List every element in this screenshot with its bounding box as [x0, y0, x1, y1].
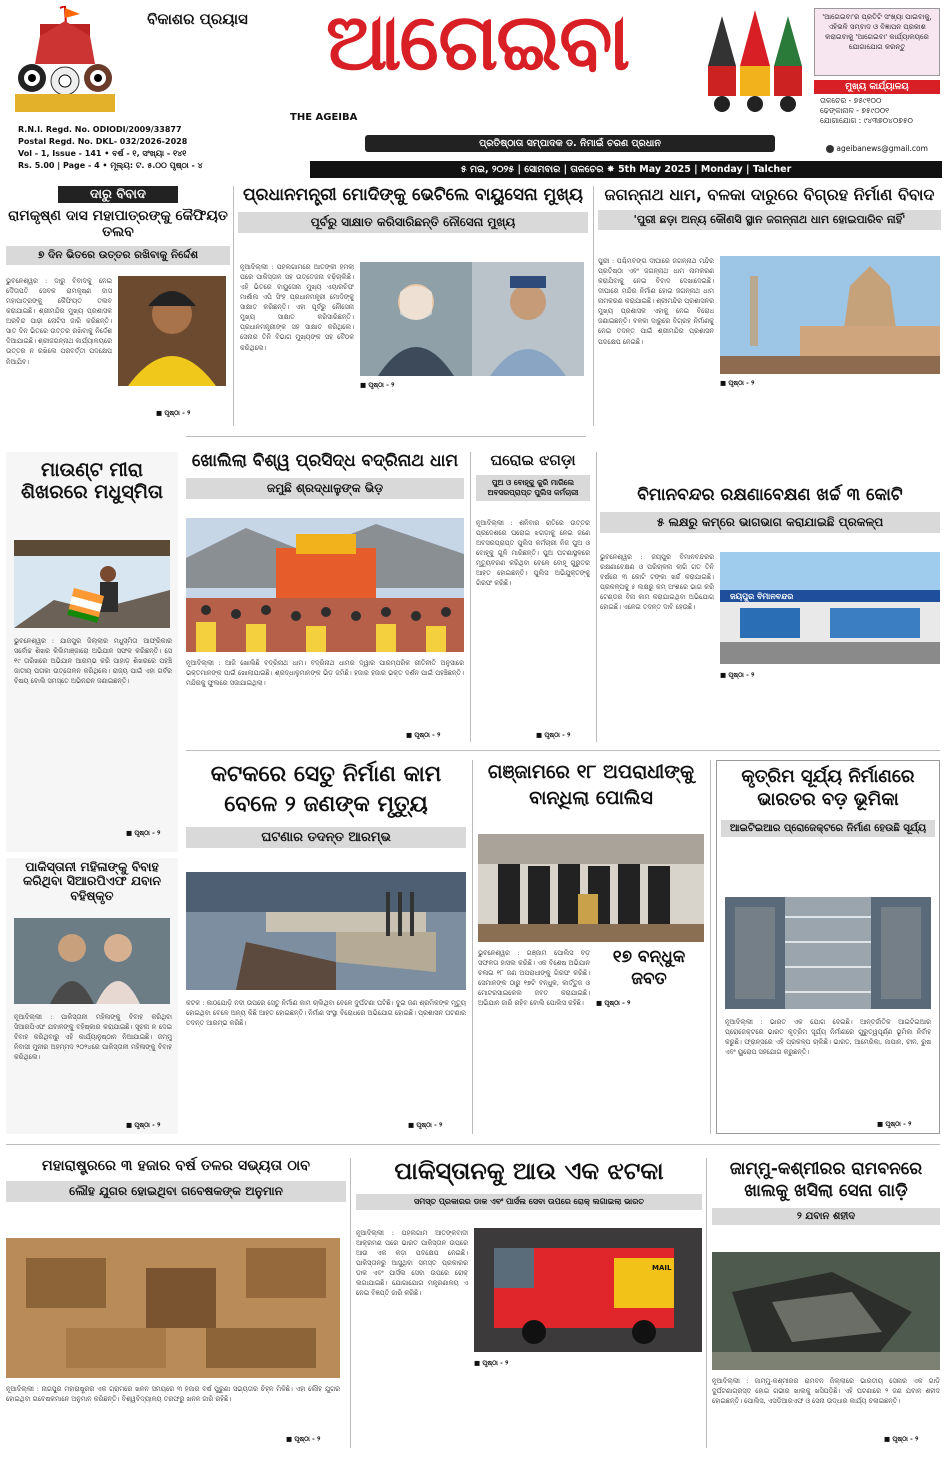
headline: କୃତ୍ରିମ ସୂର୍ଯ୍ୟ ନିର୍ମାଣରେ ଭାରତର ବଡ଼ ଭୂମିକା [741, 766, 915, 811]
subheadline: ସମସ୍ତ ପ୍ରକାରର ଡାକ ଏବଂ ପାର୍ସଲ ସେବା ଉପରେ ରୋକ୍ ଲଗାଇଲା ଭାରତ [356, 1194, 702, 1210]
article-jagannath-dham [598, 186, 941, 426]
article-artificial-sun [716, 760, 940, 1134]
article-body: ଭୁବନେଶ୍ୱର : ଦାରୁ ବିବାଦକୁ ନେଇ ଦୈତାପତି ସେବକ ରାମକୃଷ୍ଣ ଦାସ ମହାପାତ୍ରଙ୍କୁ କୈଫିୟତ ତଲବ କରାଯାଇଛି। ଶ୍ରୀମନ୍ଦିର ମୁଖ୍ୟ ପ୍ରଶାସକ ଅରବିନ୍ଦ ପାଢ଼ୀ ନୋଟିସ ଜାରି କରିଛନ୍ତି। ସାତ ଦିନ ଭିତରେ ଉତ୍ତର ରଖିବାକୁ ନିର୍ଦ୍ଦେଶ ଦିଆଯାଇଛି। ଶ୍ରୀଜଗନ୍ନାଥ କାର୍ଯ୍ୟାଳୟରେ ଉତ୍ତର ନ ରଖିଲେ ପରବର୍ତ୍ତୀ ପଦକ୍ଷେପ ନିଆଯିବ। [6, 277, 112, 366]
photo-badrinath-crowd [186, 518, 464, 652]
article-continued: ■ ପୃଷ୍ଠା - ୨ [596, 999, 631, 1007]
row-rule [6, 1144, 940, 1145]
article-body-right [720, 378, 940, 424]
dateline-bar [310, 161, 942, 178]
photo-jaypore-airport [720, 552, 940, 664]
article-body: ନୂଆଦିଲ୍ଲୀ : ଆଜି ଖୋଲିଛି ବଦ୍ରିନାଥ ଧାମ। ବଦ୍ରିନାଥ ଧାମର ଦ୍ୱାର ପାରମ୍ପରିକ ରୀତିନୀତି ଅନୁସାରେ ଭକ୍ତମାନଙ୍କ ପାଇଁ ଖୋଲାଯାଇଛି। ଶ୍ରଦ୍ଧାଳୁମାନଙ୍କ ଭିଡ଼ ଜମିଛି। ହଜାର ହଜାର ଭକ୍ତ ଦର୍ଶନ ପାଇଁ ପହଞ୍ଚିଛନ୍ତି। ମନ୍ଦିରକୁ ଫୁଲରେ ସଜାଯାଇଥିଲା। [186, 659, 464, 688]
headline: ପ୍ରଧାନମନ୍ତ୍ରୀ ମୋଦିଙ୍କୁ ଭେଟିଲେ ବାୟୁସେନା ମୁଖ୍ୟ [242, 185, 584, 205]
article-airport-maintenance [600, 486, 940, 742]
column-rule [470, 452, 471, 742]
chariots-illustration [700, 6, 810, 116]
article-ganjam-police [478, 760, 704, 1134]
headline: ପାକିସ୍ତାନୀ ମହିଳାଙ୍କୁ ବିବାହ କରିଥିବା ସିଆରପିଏଫ ଯବାନ ବହିଷ୍କୃତ [22, 859, 162, 903]
office-line: ଢେଙ୍କାନାଳ - ୭୫୯୦୦୧ [820, 106, 890, 116]
photo-modi-airforce [360, 262, 584, 376]
article-ramban-army-vehicle [712, 1158, 940, 1448]
article-body: ନୂଆଦିଲ୍ଲୀ : ପାକିସ୍ତାନୀ ମହିଳାଙ୍କୁ ବିବାହ କରିଥିବା ସିଆରପିଏଫ ଯବାନଙ୍କୁ ବହିଷ୍କାର କରାଯାଇଛି। ସୂଚନା ନ ଦେଇ ବିବାହ କରିଥିବାରୁ ଏହି କାର୍ଯ୍ୟାନୁଷ୍ଠାନ ନିଆଯାଇଛି। ଜମ୍ମୁ ନିବାସୀ ମୁନୀର ଅହମ୍ମଦ ୨୦୨୪ରେ ପାକିସ୍ତାନୀ ମହିଳାଙ୍କୁ ବିବାହ କରିଥିଲେ। [14, 1013, 172, 1062]
article-crpf-jawan [6, 858, 178, 1134]
dateline: ୫ ମଇ, ୨୦୨୫ | ସୋମବାର | ତାଳଚେର ✸ 5th May 2025 | Monday | Talcher [460, 164, 792, 175]
price-line: Rs. 5.00 | Page - 4 • ମୂଲ୍ୟ: ଟ. ୫.୦୦ ପୃଷ୍ଠା - ୪ [18, 161, 203, 170]
postal-number: Postal Regd. No. DKL- 032/2026-2028 [18, 137, 188, 146]
headline: ଖୋଲିଲା ବିଶ୍ୱ ପ୍ରସିଦ୍ଧ ବଦ୍ରିନାଥ ଧାମ [191, 451, 459, 471]
article-mount-meera [6, 452, 178, 852]
issue-line: Vol - 1, Issue - 141 • ବର୍ଷ - ୧, ସଂଖ୍ୟା - ୧୪୧ [18, 149, 187, 158]
registration-block [18, 124, 298, 172]
article-continued: ■ ପୃଷ୍ଠା - ୨ [286, 1435, 321, 1443]
email-address: ageibanews@gmail.com [836, 144, 928, 153]
office-line: ଯୋଗାଯୋଗ : ୯୪୩୭୦୪୦୭୫୦ [820, 116, 913, 126]
photo-mail-van [474, 1228, 702, 1352]
article-body-right [360, 380, 584, 424]
photo-madhusmita [14, 540, 170, 628]
article-continued: ■ ପୃଷ୍ଠା - ୨ [474, 1359, 509, 1367]
photo-digha-temple [720, 256, 940, 374]
column-rule [593, 186, 594, 426]
article-badrinath [186, 452, 464, 742]
subheadline: ୨ ଯବାନ ଶହୀଦ [712, 1208, 940, 1225]
office-label: ମୁଖ୍ୟ କାର୍ଯ୍ୟାଳୟ [814, 80, 940, 94]
column-rule [350, 1158, 351, 1448]
subheadline: ପୂର୍ବରୁ ସାକ୍ଷାତ କରିସାରିଛନ୍ତି ନୌସେନା ମୁଖ୍ୟ [238, 212, 588, 233]
subheadline: ଲୌହ ଯୁଗର ହୋଇଥିବା ଗବେଷକଙ୍କ ଅନୁମାନ [6, 1181, 346, 1202]
column-rule [233, 186, 234, 426]
article-continued: ■ ପୃଷ୍ଠା - ୨ [884, 1435, 919, 1443]
office-lines [820, 96, 940, 126]
headline: ମହାରାଷ୍ଟ୍ରରେ ୩ ହଜାର ବର୍ଷ ତଳର ସଭ୍ୟତା ଠାବ [41, 1158, 311, 1174]
article-body: ନୂଆଦିଲ୍ଲୀ : ପହଲଗାମରେ ଆତଙ୍କୀ ହମଲା ପରେ ପାକିସ୍ତାନ ସହ ଉତ୍ତେଜନା ବଢ଼ିଚାଲିଛି। ଏହି ଭିତରେ ବାୟୁସେନା ମୁଖ୍ୟ ଏୟାରଚିଫ ମାର୍ଶାଲ ଏପି ସିଂହ ପ୍ରଧାନମନ୍ତ୍ରୀ ମୋଦିଙ୍କୁ ସାକ୍ଷାତ କରିଛନ୍ତି। ଏହା ପୂର୍ବରୁ ନୌସେନା ମୁଖ୍ୟ ସାକ୍ଷାତ କରିସାରିଛନ୍ତି। ପ୍ରଧାନମନ୍ତ୍ରୀଙ୍କ ସହ ସାକ୍ଷାତ କରିଥିଲେ। ସେନାର ତିନି ବିଭାଗ ମୁଖ୍ୟଙ୍କ ସହ ବୈଠକ କରିଥିଲେ। [240, 263, 354, 352]
article-continued: ■ ପୃଷ୍ଠା - ୨ [408, 1121, 443, 1129]
headline: ଗଞ୍ଜାମରେ ୧୮ ଅପରାଧୀଙ୍କୁ ବାନ୍ଧିଲା ପୋଲିସ [487, 761, 695, 809]
article-continued: ■ ପୃଷ୍ଠା - ୨ [720, 379, 755, 387]
column-rule [472, 760, 473, 1134]
headline: ମାଉଣ୍ଟ ମୀରା ଶିଖରରେ ମଧୁସ୍ମିତା [20, 459, 164, 503]
email-line [826, 144, 941, 153]
email-icon [826, 145, 834, 153]
article-dharu-dispute [6, 186, 230, 426]
mail-van-label: MAIL [652, 1264, 672, 1272]
headline: ପାକିସ୍ତାନକୁ ଆଉ ଏକ ଝଟକା [394, 1157, 664, 1185]
headline: ଜଗନ୍ନାଥ ଧାମ, ବଳକା ଦାରୁରେ ବିଗ୍ରହ ନିର୍ମାଣ ବିବାଦ [604, 185, 935, 204]
masthead-tagline: ବିକାଶର ପ୍ରୟାସ [147, 10, 248, 28]
article-continued: ■ ପୃଷ୍ଠା - ୨ [156, 409, 191, 417]
article-continued: ■ ପୃଷ୍ଠା - ୨ [720, 671, 755, 679]
article-body: ନୂଆଦିଲ୍ଲୀ : ନାଗପୁର ମହାରାଷ୍ଟ୍ରର ଏକ ଗ୍ରାମରେ ଖନନ ସମୟରେ ୩ ହଜାର ବର୍ଷ ପୁରୁଣା ସଭ୍ୟତାର ଚିହ୍ନ ମିଳିଛି। ଏହା ଲୌହ ଯୁଗର ହୋଇଥିବା ଗବେଷକମାନେ ଅନୁମାନ କରିଛନ୍ତି। ବିଶ୍ୱବିଦ୍ୟାଳୟ ତରଫରୁ ଖନନ ଜାରି ରହିଛି। [6, 1385, 340, 1404]
article-continued: ■ ପୃଷ୍ଠା - ୨ [126, 829, 161, 837]
headline: ଜାମ୍ମୁ-କଶ୍ମୀରର ରାମବନରେ ଖାଲକୁ ଖସିଲା ସେନା ଗାଡ଼ି [729, 1159, 923, 1202]
photo-army-vehicle-wreck [712, 1252, 940, 1370]
subheadline: ପୁଅ ଓ ବୋହୂକୁ କୁରି ମାରିଲେ ଅବସରପ୍ରାପ୍ତ ପୁଲିସ କର୍ମଚାରୀ [476, 475, 590, 501]
photo-iter-reactor [725, 897, 931, 1009]
subheadline: ୧୭ ବନ୍ଧୁକ ଜବତ [612, 947, 686, 990]
headline: ବିମାନବନ୍ଦର ରକ୍ଷଣାବେକ୍ଷଣ ଖର୍ଚ୍ଚ ୩ କୋଟି [637, 485, 903, 505]
article-body: ନୂଆଦିଲ୍ଲୀ : ଭାରତ ଏକ ଯୋଗ ଦେଇଛି। ଆନ୍ତର୍ଜାତିକ ଆଇଟିଇଆର ପ୍ରୋଜେକ୍ଟରେ ଭାରତ କୃତ୍ରିମ ସୂର୍ଯ୍ୟ ନିର୍ମାଣରେ ଗୁରୁତ୍ୱପୂର୍ଣ୍ଣ ଭୂମିକା ନିର୍ବାହ କରୁଛି। ଫ୍ରାନ୍ସରେ ଏହି ପ୍ରକଳ୍ପ ଚାଲିଛି। ଭାରତ, ଆମେରିକା, ଜାପାନ, ଚୀନ, ରୁଷ ଏବଂ ୟୁରୋପ ସହଯୋଗ କରୁଛନ୍ତି। [725, 1018, 931, 1057]
article-body: ଭୁବନେଶ୍ୱର : ଯାଜପୁର ଜିଲ୍ଲାର ମଧୁସ୍ମିତା ଆଫ୍ରିକାର ସର୍ବୋଚ୍ଚ ଶିଖର କିଲିମାଞ୍ଜାରୋ ଅଭିଯାନ ସଫଳ କରିଛନ୍ତି। ସେ ୧୯ ତାରିଖରେ ଅଭିଯାନ ଆରମ୍ଭ କରି ପାହାଡ଼ ଶିଖରରେ ପହଞ୍ଚି ଜାତୀୟ ପତାକା ଉତ୍ତୋଳନ କରିଥିଲେ। ରାଜ୍ୟ ପାଇଁ ଏହା ଗର୍ବର ବିଷୟ ବୋଲି ସମସ୍ତେ ଅଭିନନ୍ଦନ ଜଣାଇଛନ୍ତି। [14, 637, 172, 686]
article-continued: ■ ପୃଷ୍ଠା - ୨ [536, 731, 571, 739]
article-body: ପୁରୀ : ପଶ୍ଚିମବଙ୍ଗ ଦୀଘାରେ ଜଗନ୍ନାଥ ମନ୍ଦିର ପ୍ରତିଷ୍ଠା ଏବଂ ଜଗନ୍ନାଥ ଧାମ ନାମକରଣ କରାଯିବାକୁ ନେଇ ବିବାଦ ଦେଖାଦେଇଛି। ଦୀଘାରେ ମନ୍ଦିର ନିର୍ମାଣ ହୋଇ ଜଗନ୍ନାଥ ଧାମ ନାମକରଣ କରାଯାଇଛି। ଶ୍ରୀମନ୍ଦିର ପ୍ରଶାସନର ମୁଖ୍ୟ ପ୍ରଶାସକ ଏହାକୁ ନେଇ ବିରୋଧ ଜଣାଇଛନ୍ତି। ବଳକା ଦାରୁରେ ବିଗ୍ରହ ନିର୍ମାଣକୁ ନେଇ ତଦନ୍ତ ପାଇଁ ଶ୍ରୀମନ୍ଦିର ପ୍ରଶାସନ ପଦକ୍ଷେପ ନେଇଛି। [598, 257, 714, 346]
article-airforce-chief [238, 186, 588, 426]
article-body: ନୂଆଦିଲ୍ଲୀ : ଜାମ୍ମୁ-କଶ୍ମୀରର ରାମବନ ଜିଲ୍ଲାରେ ଭାରତୀୟ ସେନାର ଏକ ଗାଡ଼ି ଦୁର୍ଘଟଣାଗ୍ରସ୍ତ ହୋଇ ଗଭୀର ଖାଲକୁ ଖସିପଡ଼ିଛି। ଏହି ଘଟଣାରେ ୨ ଜଣ ଯବାନ ଶହୀଦ ହୋଇଛନ୍ତି। ପୋଲିସ, ଏସଡିଆରଏଫ ଓ ସେନା ଉଦ୍ଧାର କାର୍ଯ୍ୟ ଚଳାଇଛନ୍ତି। [712, 1377, 940, 1406]
article-maharashtra-civilization [6, 1158, 346, 1448]
article-domestic-quarrel [476, 452, 590, 742]
subheadline: ଜମୁଛି ଶ୍ରଦ୍ଧାଳୁଙ୍କ ଭିଡ଼ [186, 478, 464, 499]
masthead-subtitle: THE AGEIBA [290, 112, 358, 123]
promo-box [814, 8, 940, 76]
headline: କଟକରେ ସେତୁ ନିର୍ମାଣ କାମ ବେଳେ ୨ ଜଣଙ୍କ ମୃତ୍ୟୁ [210, 762, 442, 817]
article-body: ନୂଆଦିଲ୍ଲୀ : ଶନିବାର ରାତିରେ ଉତ୍ତର ପ୍ରଦେଶରେ ଘରୋଇ ଝଗଡ଼ାକୁ ନେଇ ଜଣେ ଅବସରପ୍ରାପ୍ତ ପୁଲିସ କର୍ମଚାରୀ ନିଜ ପୁଅ ଓ ବୋହୂକୁ ଗୁଳି ମାରିଛନ୍ତି। ପୁଅ ଘଟଣାସ୍ଥଳରେ ମୃତ୍ୟୁବରଣ କରିଥିବା ବେଳେ ବୋହୂ ଗୁରୁତର ଆହତ ହୋଇଛନ୍ତି। ପୁଲିସ ଅଭିଯୁକ୍ତଙ୍କୁ ଗିରଫ କରିଛି। [476, 519, 590, 588]
headline: ଘରୋଇ ଝଗଡ଼ା [490, 451, 576, 469]
article-body-right [474, 1358, 702, 1444]
promo-text: 'ଆଗେଇବା'ର ପ୍ରତିଟି ସଂଖ୍ୟା ପାଇବାକୁ, ଏହିଭଳି ସମ୍ବାଦ ଓ ବିଜ୍ଞାପନ ପ୍ରକାଶ କରାଇବାକୁ 'ଆଗେଇବା' କାର୍ଯ୍ୟାଳୟରେ ଯୋଗାଯୋଗ କରନ୍ତୁ [822, 13, 932, 52]
photo-crpf-couple [14, 918, 170, 1004]
column-rule [706, 1158, 707, 1448]
row-rule [186, 436, 586, 437]
article-pakistan-postal [356, 1158, 702, 1448]
column-rule [596, 452, 597, 742]
article-cuttack-bridge [186, 760, 466, 1134]
headline: ରାମକୃଷ୍ଣ ଦାସ ମହାପାତ୍ରଙ୍କୁ କୈଫିୟତ ତଲବ [8, 208, 228, 241]
photo-excavation [6, 1238, 340, 1378]
article-body: କଟକ : କାଠଯୋଡ଼ି ନଦୀ ଉପରେ ସେତୁ ନିର୍ମାଣ କାମ ଚାଲିଥିବା ବେଳେ ଦୁର୍ଘଟଣା ଘଟିଛି। ଦୁଇ ଜଣ ଶ୍ରମିକଙ୍କ ମୃତ୍ୟୁ ହୋଇଥିବା ବେଳେ ଅନ୍ୟ କିଛି ଆହତ ହୋଇଛନ୍ତି। ନିର୍ମାଣ ସଂସ୍ଥା ବିରୋଧରେ ଅଭିଯୋଗ ହୋଇଛି। ପ୍ରଶାସନ ଘଟଣାର ତଦନ୍ତ ଆରମ୍ଭ କରିଛି। [186, 999, 466, 1028]
jagannath-left-illustration [10, 6, 120, 116]
subheadline: ଘଟଣାର ତଦନ୍ତ ଆରମ୍ଭ [186, 827, 466, 848]
subheadline: ଆଇଟିଇଆର ପ୍ରୋଜେକ୍ଟରେ ନିର୍ମାଣ ହେଉଛି ସୂର୍ଯ୍ୟ [721, 820, 935, 837]
subheadline: ୫ ଲକ୍ଷରୁ କମ୍‌ରେ ଭାଗଭାଗ କରାଯାଇଛି ପ୍ରକଳ୍ପ [600, 512, 940, 533]
photo-ganjam-arrest [478, 834, 704, 942]
column-rule [710, 760, 711, 1134]
photo-bridge-collapse [186, 872, 466, 990]
masthead [0, 0, 945, 178]
kicker: ଦାରୁ ବିବାଦ [58, 186, 178, 203]
article-continued: ■ ପୃଷ୍ଠା - ୨ [360, 381, 395, 389]
article-body: ଭୁବନେଶ୍ୱର : ଗଞ୍ଜାମ ପୋଲିସ ବଡ଼ ସଫଳତା ହାସଲ କରିଛି। ଏକ ବିଶେଷ ଅଭିଯାନ ଚଳାଇ ୧୮ ଜଣ ଅପରାଧୀଙ୍କୁ ଗିରଫ କରିଛି। ସେମାନଙ୍କ ଠାରୁ ୧୭ଟି ବନ୍ଧୁକ, କାର୍ତ୍ତୁଜ ଓ ମୋଟରସାଇକେଲ ଜବତ କରାଯାଇଛି। ଅଭିଯାନ ଜାରି ରହିବ ବୋଲି ପୋଲିସ କହିଛି। [478, 949, 590, 1008]
article-body: ଭୁବନେଶ୍ୱର : ଜୟପୁର ବିମାନବନ୍ଦରର ରକ୍ଷଣାବେକ୍ଷଣ ଓ ପରିଚାଳନା ଲାଗି ଗତ ତିନି ବର୍ଷରେ ୩ କୋଟି ଟଙ୍କା ଖର୍ଚ୍ଚ କରାଯାଇଛି। ପ୍ରକଳ୍ପକୁ ୫ ଲକ୍ଷରୁ କମ୍ ଅଂଶରେ ଭାଗ କରି ଟେଣ୍ଡର ବିନା କାମ କରାଯାଇଥିବା ଅଭିଯୋଗ ହୋଇଛି। ଏନେଇ ତଦନ୍ତ ଦାବି ହେଉଛି। [600, 553, 714, 612]
article-continued: ■ ପୃଷ୍ଠା - ୨ [877, 1120, 912, 1128]
subheadline: 'ପୁରୀ ଛଡ଼ା ଅନ୍ୟ କୌଣସି ସ୍ଥାନ ଜଗନ୍ନାଥ ଧାମ ହୋଇପାରିବ ନାହିଁ' [598, 210, 941, 230]
founder-banner: ପ୍ରତିଷ୍ଠାତା ସମ୍ପାଦକ ଡ. ନିମାଇଁ ଚରଣ ପ୍ରଧାନ [365, 135, 775, 152]
rni-number: R.N.I. Regd. No. ODIODI/2009/33877 [18, 125, 182, 134]
article-body-right [720, 670, 940, 742]
article-continued: ■ ପୃଷ୍ଠା - ୨ [126, 1121, 161, 1129]
office-line: ତାଳଚେର - ୭୫୯୧୦୦ [820, 96, 882, 105]
masthead-title: ଆଗେଇବା [325, 0, 629, 88]
article-body: ନୂଆଦିଲ୍ଲୀ : ପହଲଗାମ ଆତଙ୍କବାଦୀ ଆକ୍ରମଣ ପରେ ଭାରତ ପାକିସ୍ତାନ ଉପରେ ଆଉ ଏକ କଡ଼ା ପଦକ୍ଷେପ ନେଇଛି। ପାକିସ୍ତାନରୁ ଆସୁଥିବା ସମସ୍ତ ପ୍ରକାରର ଡାକ ଏବଂ ପାର୍ସଲ ସେବା ଉପରେ ରୋକ୍ ଲଗାଯାଇଛି। ଯୋଗାଯୋଗ ମନ୍ତ୍ରଣାଳୟ ଏ ନେଇ ବିଜ୍ଞପ୍ତି ଜାରି କରିଛି। [356, 1229, 468, 1298]
article-body-right [596, 998, 702, 1118]
article-continued: ■ ପୃଷ୍ଠା - ୨ [406, 731, 441, 739]
subheadline: ୭ ଦିନ ଭିତରେ ଉତ୍ତର ରଖିବାକୁ ନିର୍ଦ୍ଦେଶ [6, 246, 230, 265]
photo-ramkrishna-das [118, 276, 226, 386]
airport-sign-text: ଜୟପୁର ବିମାନବନ୍ଦର [730, 592, 794, 601]
row-rule [186, 750, 940, 751]
